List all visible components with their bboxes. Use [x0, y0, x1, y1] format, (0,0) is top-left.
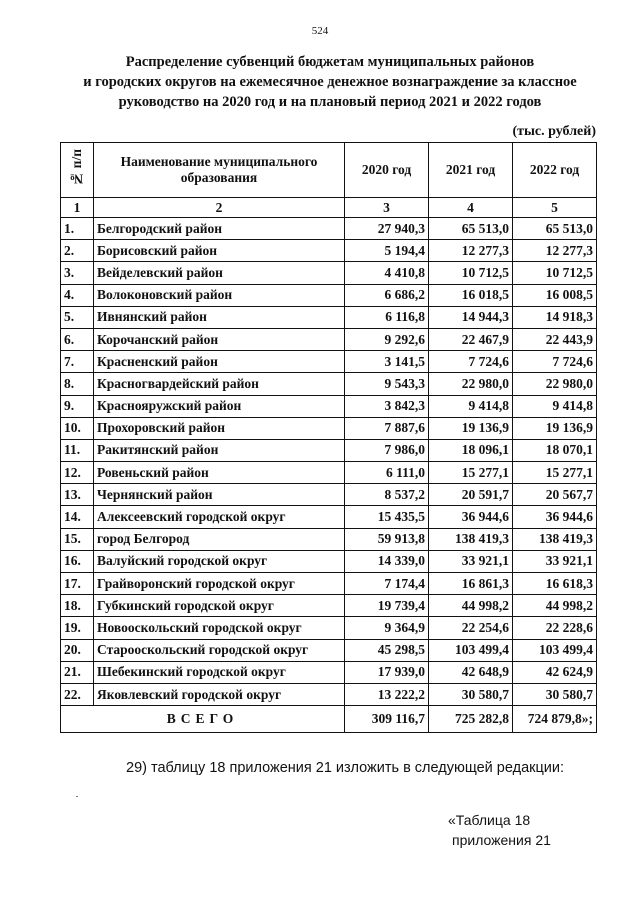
- table-body: [61, 198, 597, 706]
- table-row: [61, 218, 597, 240]
- value-2020: 5 194,4: [345, 240, 429, 262]
- value-2020: 4 410,8: [345, 262, 429, 284]
- row-number: 10.: [61, 417, 94, 439]
- row-number: 7.: [61, 351, 94, 373]
- value-2021: 103 499,4: [429, 639, 513, 661]
- district-name: Борисовский район: [94, 240, 345, 262]
- row-number: 15.: [61, 528, 94, 550]
- value-2020: 7 887,6: [345, 417, 429, 439]
- value-2022: 42 624,9: [513, 661, 597, 683]
- district-name: Валуйский городской округ: [94, 550, 345, 572]
- value-2022: 9 414,8: [513, 395, 597, 417]
- column-index-cell: 3: [345, 198, 429, 218]
- value-2022: 65 513,0: [513, 218, 597, 240]
- row-number: 18.: [61, 595, 94, 617]
- value-2022: 20 567,7: [513, 484, 597, 506]
- total-row: [61, 706, 597, 733]
- district-name: Прохоровский район: [94, 417, 345, 439]
- value-2020: 13 222,2: [345, 683, 429, 705]
- table-row: [61, 240, 597, 262]
- caption-line: «Таблица 18: [448, 812, 531, 828]
- total-2020: 309 116,7: [345, 706, 429, 733]
- district-name: Вейделевский район: [94, 262, 345, 284]
- row-number: 14.: [61, 506, 94, 528]
- table-row: [61, 484, 597, 506]
- district-name: Яковлевский городской округ: [94, 683, 345, 705]
- value-2020: 9 364,9: [345, 617, 429, 639]
- header-cell-name: Наименование муниципального образования: [94, 143, 345, 198]
- district-name: Белгородский район: [94, 218, 345, 240]
- instruction-text: 29) таблицу 18 приложения 21 изложить в следующей редакции:: [126, 760, 565, 776]
- scan-speck: [76, 796, 78, 797]
- district-name: Грайворонский городской округ: [94, 573, 345, 595]
- row-number: 4.: [61, 284, 94, 306]
- row-number: 22.: [61, 683, 94, 705]
- value-2020: 27 940,3: [345, 218, 429, 240]
- value-2021: 138 419,3: [429, 528, 513, 550]
- district-name: город Белгород: [94, 528, 345, 550]
- value-2020: 8 537,2: [345, 484, 429, 506]
- district-name: Ровеньский район: [94, 462, 345, 484]
- table-row: [61, 595, 597, 617]
- value-2021: 10 712,5: [429, 262, 513, 284]
- table-row: [61, 439, 597, 461]
- value-2020: 9 543,3: [345, 373, 429, 395]
- district-name: Корочанский район: [94, 328, 345, 350]
- total-2022: 724 879,8»;: [513, 706, 597, 733]
- value-2020: 3 141,5: [345, 351, 429, 373]
- value-2021: 30 580,7: [429, 683, 513, 705]
- value-2021: 22 980,0: [429, 373, 513, 395]
- value-2020: 3 842,3: [345, 395, 429, 417]
- table-row: [61, 306, 597, 328]
- row-number: 19.: [61, 617, 94, 639]
- district-name: Ивнянский район: [94, 306, 345, 328]
- value-2021: 9 414,8: [429, 395, 513, 417]
- district-name: Шебекинский городской округ: [94, 661, 345, 683]
- value-2021: 36 944,6: [429, 506, 513, 528]
- table-row: [61, 573, 597, 595]
- column-index-cell: 5: [513, 198, 597, 218]
- value-2022: 103 499,4: [513, 639, 597, 661]
- value-2022: 7 724,6: [513, 351, 597, 373]
- row-number: 8.: [61, 373, 94, 395]
- row-number: 6.: [61, 328, 94, 350]
- district-name: Губкинский городской округ: [94, 595, 345, 617]
- column-index-cell: 2: [94, 198, 345, 218]
- header-cell-2021: 2021 год: [429, 143, 513, 198]
- header-row: [61, 143, 597, 198]
- value-2020: 19 739,4: [345, 595, 429, 617]
- title-line: Распределение субвенций бюджетам муниципальных районов: [125, 54, 535, 70]
- document-title: [60, 52, 600, 112]
- row-number: 2.: [61, 240, 94, 262]
- header-number-label: № п/п: [69, 149, 84, 187]
- value-2020: 7 986,0: [345, 439, 429, 461]
- header-cell-2022: 2022 год: [513, 143, 597, 198]
- value-2020: 9 292,6: [345, 328, 429, 350]
- value-2021: 16 018,5: [429, 284, 513, 306]
- district-name: Краснояружский район: [94, 395, 345, 417]
- value-2021: 15 277,1: [429, 462, 513, 484]
- caption-line: приложения 21: [452, 832, 551, 848]
- district-name: Волоконовский район: [94, 284, 345, 306]
- row-number: 12.: [61, 462, 94, 484]
- table-row: [61, 617, 597, 639]
- value-2021: 65 513,0: [429, 218, 513, 240]
- district-name: Красногвардейский район: [94, 373, 345, 395]
- row-number: 3.: [61, 262, 94, 284]
- value-2022: 22 443,9: [513, 328, 597, 350]
- value-2020: 14 339,0: [345, 550, 429, 572]
- table-row: [61, 262, 597, 284]
- row-number: 1.: [61, 218, 94, 240]
- column-index-cell: 1: [61, 198, 94, 218]
- value-2022: 22 980,0: [513, 373, 597, 395]
- value-2022: 12 277,3: [513, 240, 597, 262]
- value-2022: 16 618,3: [513, 573, 597, 595]
- units-label: (тыс. рублей): [512, 124, 596, 139]
- value-2022: 22 228,6: [513, 617, 597, 639]
- value-2022: 10 712,5: [513, 262, 597, 284]
- value-2022: 15 277,1: [513, 462, 597, 484]
- value-2022: 33 921,1: [513, 550, 597, 572]
- row-number: 13.: [61, 484, 94, 506]
- row-number: 20.: [61, 639, 94, 661]
- row-number: 16.: [61, 550, 94, 572]
- district-name: Старооскольский городской округ: [94, 639, 345, 661]
- value-2020: 17 939,0: [345, 661, 429, 683]
- value-2022: 36 944,6: [513, 506, 597, 528]
- subvention-table: [60, 142, 597, 733]
- value-2020: 7 174,4: [345, 573, 429, 595]
- value-2021: 33 921,1: [429, 550, 513, 572]
- value-2020: 6 686,2: [345, 284, 429, 306]
- district-name: Новооскольский городской округ: [94, 617, 345, 639]
- value-2020: 15 435,5: [345, 506, 429, 528]
- value-2021: 14 944,3: [429, 306, 513, 328]
- value-2022: 14 918,3: [513, 306, 597, 328]
- table-row: [61, 639, 597, 661]
- value-2021: 44 998,2: [429, 595, 513, 617]
- total-2021: 725 282,8: [429, 706, 513, 733]
- value-2020: 6 111,0: [345, 462, 429, 484]
- value-2022: 18 070,1: [513, 439, 597, 461]
- value-2021: 12 277,3: [429, 240, 513, 262]
- value-2020: 59 913,8: [345, 528, 429, 550]
- table-row: [61, 417, 597, 439]
- table-row: [61, 284, 597, 306]
- value-2022: 19 136,9: [513, 417, 597, 439]
- value-2020: 45 298,5: [345, 639, 429, 661]
- column-index-cell: 4: [429, 198, 513, 218]
- value-2021: 20 591,7: [429, 484, 513, 506]
- table-row: [61, 683, 597, 705]
- table-row: [61, 462, 597, 484]
- value-2021: 22 254,6: [429, 617, 513, 639]
- column-index-row: [61, 198, 597, 218]
- value-2021: 18 096,1: [429, 439, 513, 461]
- row-number: 5.: [61, 306, 94, 328]
- value-2021: 7 724,6: [429, 351, 513, 373]
- table-row: [61, 373, 597, 395]
- value-2021: 16 861,3: [429, 573, 513, 595]
- district-name: Ракитянский район: [94, 439, 345, 461]
- header-cell-number: [61, 143, 94, 198]
- value-2021: 42 648,9: [429, 661, 513, 683]
- value-2021: 22 467,9: [429, 328, 513, 350]
- value-2022: 138 419,3: [513, 528, 597, 550]
- district-name: Чернянский район: [94, 484, 345, 506]
- table-row: [61, 395, 597, 417]
- row-number: 9.: [61, 395, 94, 417]
- title-line: и городских округов на ежемесячное денежное вознаграждение за классное: [83, 74, 577, 90]
- value-2020: 6 116,8: [345, 306, 429, 328]
- header-cell-2020: 2020 год: [345, 143, 429, 198]
- table-row: [61, 550, 597, 572]
- title-line: руководство на 2020 год и на плановый период 2021 и 2022 годов: [118, 94, 542, 110]
- value-2021: 19 136,9: [429, 417, 513, 439]
- value-2022: 44 998,2: [513, 595, 597, 617]
- district-name: Красненский район: [94, 351, 345, 373]
- district-name: Алексеевский городской округ: [94, 506, 345, 528]
- table-row: [61, 351, 597, 373]
- value-2022: 30 580,7: [513, 683, 597, 705]
- row-number: 17.: [61, 573, 94, 595]
- table-row: [61, 661, 597, 683]
- total-label: ВСЕГО: [61, 706, 345, 733]
- next-table-caption: [448, 810, 551, 850]
- page-number: 524: [311, 25, 329, 37]
- table-row: [61, 328, 597, 350]
- value-2022: 16 008,5: [513, 284, 597, 306]
- row-number: 11.: [61, 439, 94, 461]
- row-number: 21.: [61, 661, 94, 683]
- table-row: [61, 528, 597, 550]
- table-row: [61, 506, 597, 528]
